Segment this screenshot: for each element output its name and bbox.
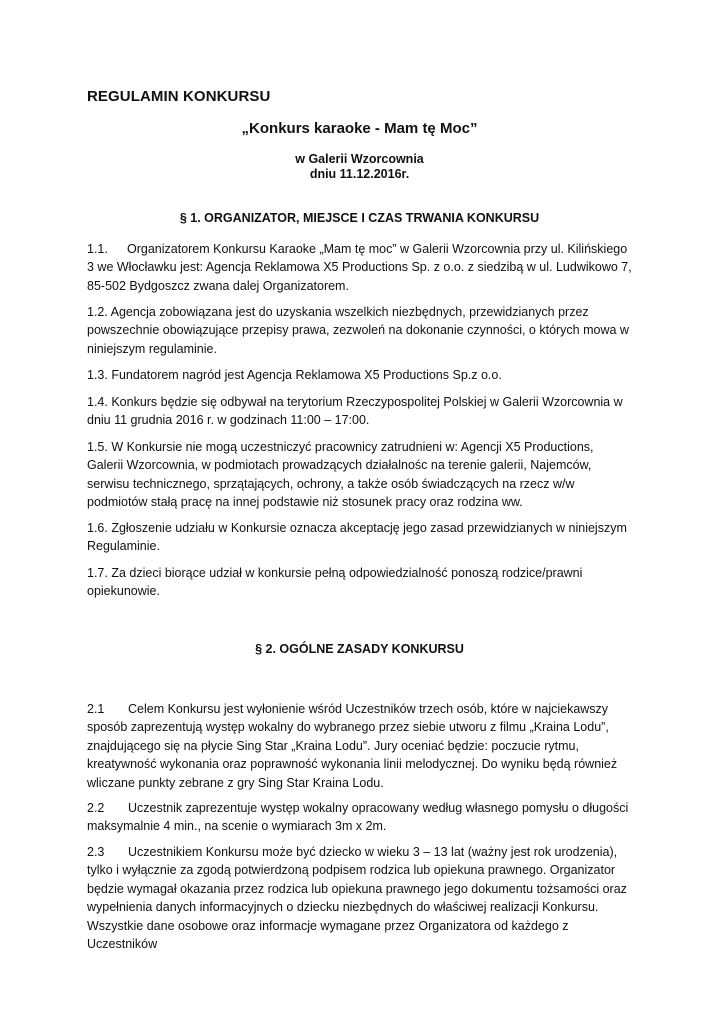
paragraph-1-7: 1.7. Za dzieci biorące udział w konkursie pełną odpowiedzialność ponoszą rodzice/prawni opiekunowie.: [87, 566, 583, 599]
paragraph-text: Uczestnikiem Konkursu może być dziecko w wieku 3 – 13 lat (ważny jest rok urodzenia), tylko i wyłącznie za zgodą potwierdzoną podpisem rodzica lub opiekuna prawnego. Organizator będzie wymagał okazania przez rodzica lub opiekuna prawnego jego dokumentu tożsamości oraz wypełnienia danych informacyjnych o dziecku niezbędnych do właściwej realizacji Konkursu. Wszystkie dane osobowe oraz informacje wymagane przez Organizatora od każdego z Uczestników: [87, 845, 627, 952]
paragraph-1-1: [87, 240, 632, 295]
date-line: dniu 11.12.2016r.: [309, 167, 410, 181]
paragraph-2-3: [87, 843, 632, 953]
paragraph-text: Uczestnik zaprezentuje występ wokalny opracowany według własnego pomysłu o długości maksymalnie 4 min., na scenie o wymiarach 3m x 2m.: [87, 801, 629, 834]
paragraph-number: 2.1: [87, 702, 105, 716]
contest-subtitle: „Konkurs karaoke - Mam tę Moc”: [241, 120, 478, 137]
paragraph-number: 2.3: [87, 845, 105, 859]
paragraph-1-4: 1.4. Konkurs będzie się odbywał na terytorium Rzeczypospolitej Polskiej w Galerii Wzorcownia w dniu 11 grudnia 2016 r. w godzinach 11:00 – 17:00.: [87, 395, 623, 428]
paragraph-number: 1.1.: [87, 242, 108, 256]
section-2-heading: § 2. OGÓLNE ZASADY KONKURSU: [255, 642, 464, 656]
paragraph-1-2: 1.2. Agencja zobowiązana jest do uzyskania wszelkich niezbędnych, przewidzianych przez powszechnie obowiązujące przepisy prawa, zezwoleń na dokonanie czynności, o których mowa w niniejszym regulaminie.: [87, 305, 629, 356]
paragraph-text: Organizatorem Konkursu Karaoke „Mam tę moc” w Galerii Wzorcownia przy ul. Kilińskiego 3 we Włocławku jest: Agencja Reklamowa X5 Productions Sp. z o.o. z siedzibą w ul. Ludwikowo 7, 85-502 Bydgoszcz zwana dalej Organizatorem.: [87, 242, 632, 293]
venue-line: w Galerii Wzorcownia: [295, 152, 424, 166]
paragraph-1-3: 1.3. Fundatorem nagród jest Agencja Reklamowa X5 Productions Sp.z o.o.: [87, 368, 502, 382]
paragraph-text: Celem Konkursu jest wyłonienie wśród Uczestników trzech osób, które w najciekawszy sposób zaprezentują występ wokalny do wybranego przez siebie utworu z filmu „Kraina Lodu”, znajdującego się na płycie Sing Star „Kraina Lodu”. Jury oceniać będzie: poczucie rytmu, kreatywność wykonania oraz poprawność wykonania linii melodycznej. Do wyniku będą również wliczane punkty zebrane z gry Sing Star Kraina Lodu.: [87, 702, 618, 790]
venue-date-block: [87, 152, 632, 182]
document-title: REGULAMIN KONKURSU: [87, 88, 271, 105]
paragraph-1-5: 1.5. W Konkursie nie mogą uczestniczyć pracownicy zatrudnieni w: Agencji X5 Productions, Galerii Wzorcownia, w podmiotach prowadzących działalnośc na terenie galerii, Najemców, serwisu technicznego, sprzątających, ochrony, a także osób świadczących na rzecz w/w podmiotów stałą pracę na innej podstawie niż stosunek pracy oraz rodzina ww.: [87, 440, 594, 510]
paragraph-number: 2.2: [87, 801, 105, 815]
paragraph-2-2: [87, 799, 632, 836]
paragraph-2-1: [87, 700, 632, 792]
section-1-heading: § 1. ORGANIZATOR, MIEJSCE I CZAS TRWANIA KONKURSU: [179, 211, 540, 225]
paragraph-1-6: 1.6. Zgłoszenie udziału w Konkursie oznacza akceptację jego zasad przewidzianych w niniejszym Regulaminie.: [87, 521, 627, 554]
